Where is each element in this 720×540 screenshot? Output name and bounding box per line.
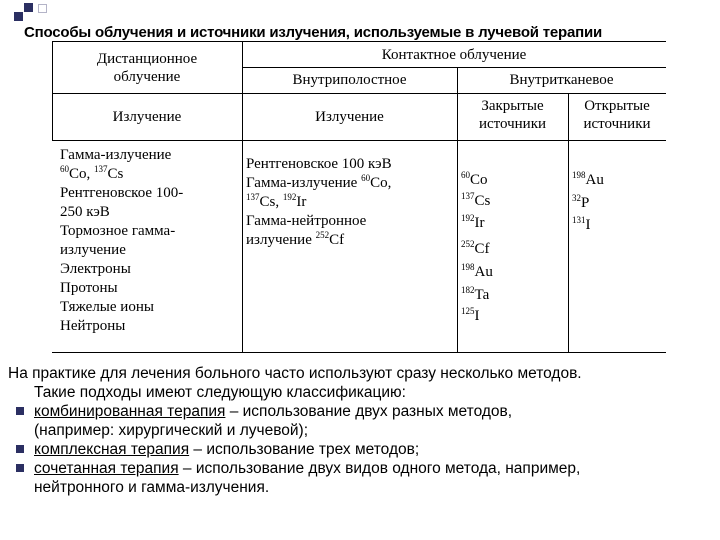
decor-square: [14, 12, 23, 21]
closed-source-isotope: $^{125}$I: [461, 306, 480, 324]
open-source-isotope: $^{131}$I: [572, 215, 591, 233]
label-closed-sources: Закрытые источники: [478, 98, 547, 132]
list-item: комплексная терапия – использование трех методов;: [8, 440, 718, 459]
closed-source-isotope: $^{182}$Ta: [461, 285, 490, 303]
bullet-square-icon: [16, 407, 24, 415]
table-rule: [52, 140, 666, 141]
label-open-sources: Открытые источники: [583, 98, 651, 132]
header-interstitial: Внутритканевое: [509, 72, 614, 88]
closed-source-isotope: $^{60}$Co: [461, 170, 488, 188]
intro-line: На практике для лечения больного часто используют сразу несколько методов.: [8, 365, 582, 382]
label-radiation: Излучение: [112, 109, 182, 125]
open-source-isotope: $^{198}$Au: [572, 170, 604, 188]
closed-source-isotope: $^{198}$Au: [461, 262, 493, 280]
decor-square: [24, 3, 33, 12]
table-rule: [52, 352, 666, 353]
header-intracavitary: Внутриполостное: [292, 72, 407, 88]
radiation-table: [52, 41, 666, 353]
label-radiation: Излучение: [315, 109, 384, 125]
decor-square-outline: [38, 4, 47, 13]
table-rule: [52, 41, 666, 42]
bullet-square-icon: [16, 464, 24, 472]
term: комбинированная терапия: [34, 403, 226, 420]
table-rule: [52, 93, 666, 94]
body-text: [8, 364, 718, 497]
term: сочетанная терапия: [34, 460, 179, 477]
header-contact: Контактное облучение: [381, 47, 527, 63]
table-rule: [242, 67, 666, 68]
header-remote: Дистанционное облучение: [96, 51, 198, 85]
list-item: комбинированная терапия – использование двух разных методов, (например: хирургический и лучевой);: [8, 402, 718, 440]
intracavitary-radiation-list: Рентгеновское 100 кэВ Гамма-излучение $^{60}$Co, $^{137}$Cs, $^{192}$Ir Гамма-нейтронное излучение $^{252}$Cf: [246, 156, 392, 248]
term: комплексная терапия: [34, 441, 190, 458]
closed-source-isotope: $^{252}$Cf: [461, 239, 490, 257]
intro-line: Такие подходы имеют следующую классификацию:: [34, 384, 406, 401]
slide-title: Способы облучения и источники излучения, используемые в лучевой терапии: [24, 24, 603, 41]
list-item: сочетанная терапия – использование двух видов одного метода, например, нейтронного и гамма-излучения.: [8, 459, 718, 497]
remote-radiation-list: Гамма-излучение $^{60}$Co, $^{137}$Cs Рентгеновское 100- 250 кэВ Тормозное гамма- излучение Электроны Протоны Тяжелые ионы Нейтроны: [60, 147, 184, 334]
open-source-isotope: $^{32}$P: [572, 193, 590, 211]
closed-source-isotope: $^{192}$Ir: [461, 213, 485, 231]
closed-source-isotope: $^{137}$Cs: [461, 191, 491, 209]
bullet-square-icon: [16, 445, 24, 453]
